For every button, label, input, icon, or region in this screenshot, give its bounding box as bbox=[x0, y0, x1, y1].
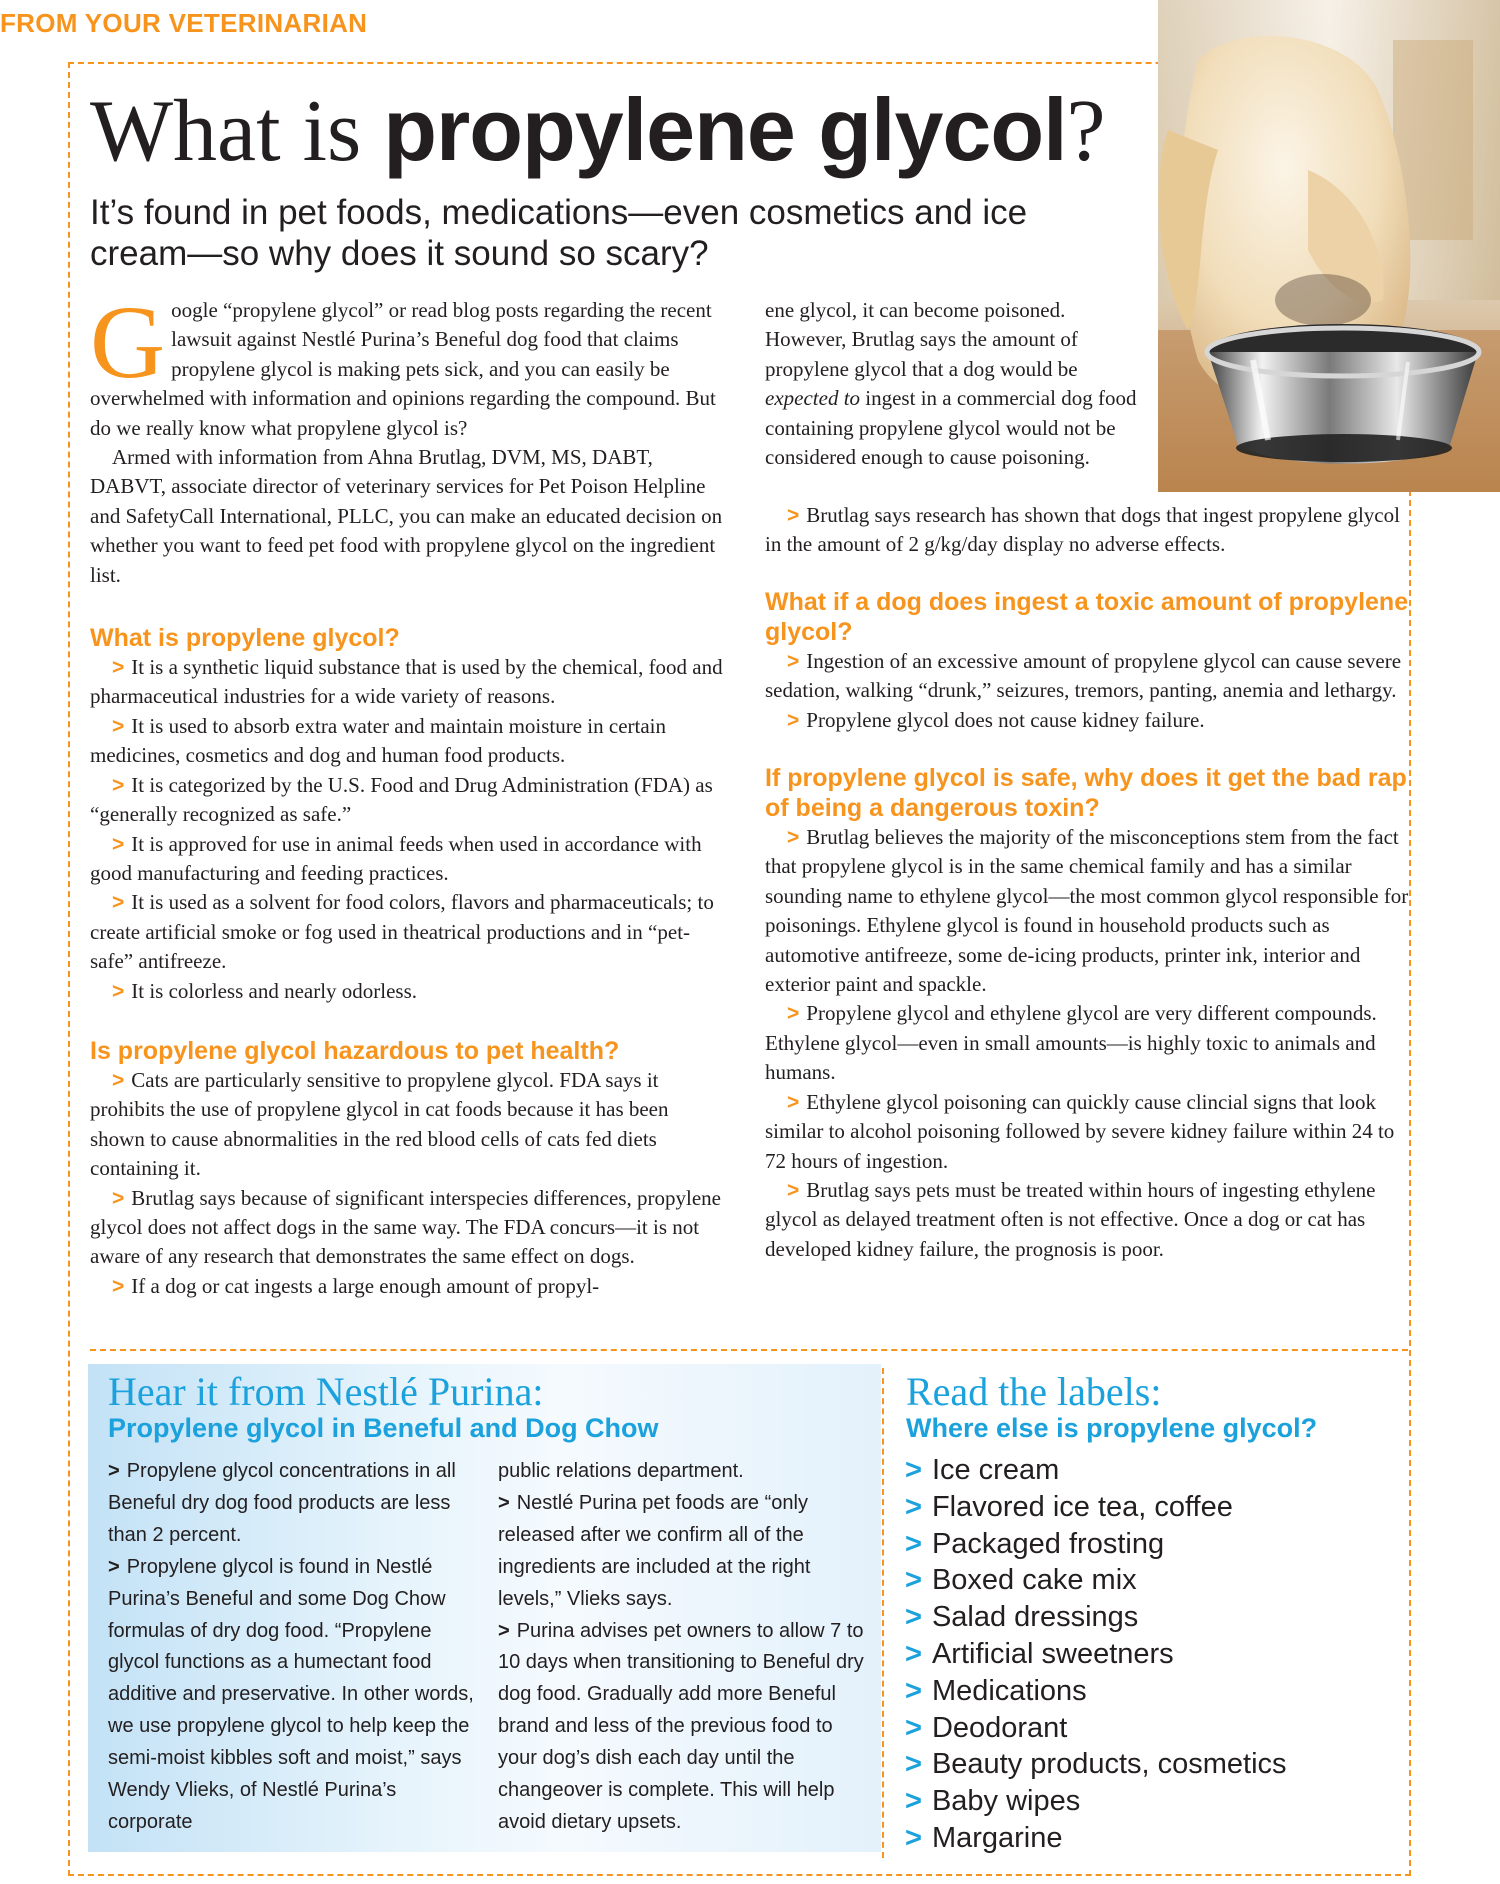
arrow-icon: > bbox=[108, 1460, 120, 1482]
arrow-icon: > bbox=[905, 1748, 922, 1781]
bullet: > It is categorized by the U.S. Food and Drug Administration (FDA) as “generally recognized as safe.” bbox=[90, 772, 713, 827]
bullet: > It is approved for use in animal feeds when used in accordance with good manufacturing and feeding practices. bbox=[90, 831, 702, 885]
intro-paragraph-2: Armed with information from Ahna Brutlag, DVM, MS, DABT, DABVT, associate director of veterinary services for Pet Poison Helpline and SafetyCall International, PLLC, you can make an educated decision on whether you want to feed pet food with propylene glycol on the ingredient list. bbox=[90, 445, 723, 587]
continued-paragraph: ene glycol, it can become poisoned. However, Brutlag says the amount of propylene glycol that a dog would be expected to ingest in a commercial dog food containing propylene glycol would not be considered enough to cause poisoning. bbox=[765, 298, 1137, 470]
right-column-top bbox=[765, 296, 1137, 472]
labels-sidebar-subtitle: Where else is propylene glycol? bbox=[906, 1413, 1318, 1443]
arrow-icon: > bbox=[905, 1527, 922, 1560]
purina-column-2 bbox=[498, 1456, 868, 1839]
arrow-icon: > bbox=[112, 656, 125, 680]
purina-bullet: > Purina advises pet owners to allow 7 to 10 days when transitioning to Beneful dry dog food. Gradually add more Beneful brand and less of the previous food to your dog’s dish each day until the changeover is complete. This will help avoid dietary upsets. bbox=[498, 1619, 864, 1833]
arrow-icon: > bbox=[112, 1274, 125, 1298]
section-heading-what-is: What is propylene glycol? bbox=[90, 624, 400, 653]
puppy-bowl-photo bbox=[1158, 0, 1500, 492]
right-column bbox=[765, 501, 1413, 1264]
arrow-icon: > bbox=[787, 1178, 800, 1202]
sidebar-divider bbox=[882, 1368, 884, 1858]
bullet: > If a dog or cat ingests a large enough amount of propyl- bbox=[112, 1273, 600, 1298]
arrow-icon: > bbox=[112, 773, 125, 797]
intro-paragraph bbox=[90, 285, 728, 443]
section-divider bbox=[90, 1349, 1408, 1351]
arrow-icon: > bbox=[905, 1490, 922, 1523]
bullet: > It is used as a solvent for food colors, flavors and pharmaceuticals; to create artificial smoke or fog used in theatrical productions and in “pet-safe” antifreeze. bbox=[90, 890, 714, 974]
purina-continued: public relations department. bbox=[498, 1460, 744, 1482]
intro-text: oogle “propylene glycol” or read blog posts regarding the recent lawsuit against Nestlé Purina’s Beneful dog food that claims propylene glycol is making pets sick, and you can easily be overwhelmed with information and opinions regarding the compound. But do we really know what propylene glycol is? bbox=[90, 298, 716, 440]
bullet: > Ethylene glycol poisoning can quickly cause clincial signs that look similar to alcohol poisoning followed by severe kidney failure within 24 to 72 hours of ingestion. bbox=[765, 1089, 1395, 1173]
title-suffix: ? bbox=[1066, 83, 1106, 180]
arrow-icon: > bbox=[905, 1601, 922, 1634]
labels-sidebar-title: Read the labels: bbox=[906, 1369, 1162, 1414]
bullet: > Brutlag says because of significant interspecies differences, propylene glycol does not affect dogs in the same way. The FDA concurs—it is not aware of any research that demonstrates the same effect on dogs. bbox=[90, 1185, 721, 1269]
arrow-icon: > bbox=[905, 1674, 922, 1707]
arrow-icon: > bbox=[787, 649, 800, 673]
purina-bullet: > Nestlé Purina pet foods are “only released after we confirm all of the ingredients are included at the right levels,” Vlieks says. bbox=[498, 1491, 811, 1610]
labels-list bbox=[905, 1452, 1287, 1857]
bullet: > Brutlag says pets must be treated within hours of ingesting ethylene glycol as delayed treatment often is not effective. Once a dog or cat has developed kidney failure, the prognosis is poor. bbox=[765, 1177, 1376, 1261]
section-heading-bad-rap: If propylene glycol is safe, why does it get the bad rap of being a dangerous toxin? bbox=[765, 764, 1407, 823]
arrow-icon: > bbox=[112, 1068, 125, 1092]
list-item: > Salad dressings bbox=[905, 1601, 1139, 1634]
arrow-icon: > bbox=[112, 979, 125, 1003]
bullet: > It is colorless and nearly odorless. bbox=[112, 978, 418, 1003]
arrow-icon: > bbox=[498, 1619, 510, 1642]
arrow-icon: > bbox=[112, 832, 125, 856]
arrow-icon: > bbox=[905, 1637, 922, 1670]
list-item: > Margarine bbox=[905, 1821, 1063, 1854]
arrow-icon: > bbox=[498, 1491, 510, 1514]
arrow-icon: > bbox=[112, 1186, 125, 1210]
bullet: > Cats are particularly sensitive to propylene glycol. FDA says it prohibits the use of propylene glycol in cat foods because it has been shown to cause abnormalities in the red blood cells of cats fed diets containing it. bbox=[90, 1067, 669, 1181]
arrow-icon: > bbox=[787, 504, 800, 527]
list-item: > Medications bbox=[905, 1674, 1087, 1707]
list-item: > Packaged frosting bbox=[905, 1527, 1165, 1560]
section-heading-hazardous: Is propylene glycol hazardous to pet health? bbox=[90, 1036, 620, 1065]
list-item: > Boxed cake mix bbox=[905, 1564, 1137, 1597]
arrow-icon: > bbox=[905, 1711, 922, 1744]
arrow-icon: > bbox=[905, 1454, 922, 1486]
purina-sidebar-title: Hear it from Nestlé Purina: bbox=[108, 1369, 544, 1414]
list-item: > Deodorant bbox=[905, 1711, 1068, 1744]
purina-column-1 bbox=[108, 1456, 480, 1839]
arrow-icon: > bbox=[905, 1785, 922, 1818]
bullet: > It is a synthetic liquid substance that is used by the chemical, food and pharmaceutical industries for a wide variety of reasons. bbox=[90, 655, 723, 709]
bullet: > Brutlag says research has shown that dogs that ingest propylene glycol in the amount of 2 g/kg/day display no adverse effects. bbox=[765, 503, 1400, 557]
purina-sidebar-subtitle: Propylene glycol in Beneful and Dog Chow bbox=[108, 1413, 659, 1443]
arrow-icon: > bbox=[787, 708, 800, 732]
arrow-icon: > bbox=[787, 1002, 800, 1026]
bullet: > Propylene glycol does not cause kidney failure. bbox=[787, 707, 1205, 732]
bullet: > It is used to absorb extra water and maintain moisture in certain medicines, cosmetics and dog and human food products. bbox=[90, 713, 667, 768]
arrow-icon: > bbox=[905, 1821, 922, 1854]
arrow-icon: > bbox=[112, 891, 125, 915]
purina-bullet: > Propylene glycol is found in Nestlé Purina’s Beneful and some Dog Chow formulas of dry dog food. “Propylene glycol functions as a humectant food additive and preservative. In other words, we use propylene glycol to help keep the semi-moist kibbles soft and moist,” says Wendy Vlieks, of Nestlé Purina’s corporate bbox=[108, 1555, 474, 1833]
section-kicker: FROM YOUR VETERINARIAN bbox=[0, 8, 368, 38]
left-column bbox=[90, 285, 728, 1301]
arrow-icon: > bbox=[905, 1564, 922, 1597]
article-title bbox=[90, 80, 1106, 180]
list-item: > Flavored ice tea, coffee bbox=[905, 1490, 1233, 1523]
article-deck: It’s found in pet foods, medications—even cosmetics and ice cream—so why does it sound so scary? bbox=[90, 193, 1028, 273]
list-item: > Beauty products, cosmetics bbox=[905, 1748, 1287, 1781]
arrow-icon: > bbox=[112, 714, 125, 738]
title-prefix: What is bbox=[90, 83, 384, 180]
title-bold: propylene glycol bbox=[383, 80, 1067, 179]
list-item: > Artificial sweetners bbox=[905, 1637, 1174, 1670]
list-item: > Ice cream bbox=[905, 1454, 1060, 1486]
list-item: > Baby wipes bbox=[905, 1785, 1081, 1818]
section-heading-toxic-amount: What if a dog does ingest a toxic amount of propylene glycol? bbox=[765, 587, 1409, 646]
purina-bullet: > Propylene glycol concentrations in all Beneful dry dog food products are less than 2 percent. bbox=[108, 1460, 456, 1546]
drop-cap: G bbox=[90, 285, 166, 400]
arrow-icon: > bbox=[787, 826, 800, 850]
bullet: > Propylene glycol and ethylene glycol are very different compounds. Ethylene glycol—even in small amounts—is highly toxic to animals and humans. bbox=[765, 1001, 1377, 1085]
bullet: > Ingestion of an excessive amount of propylene glycol can cause severe sedation, walking “drunk,” seizures, tremors, panting, anemia and lethargy. bbox=[765, 648, 1402, 703]
arrow-icon: > bbox=[108, 1555, 120, 1578]
bullet: > Brutlag believes the majority of the misconceptions stem from the fact that propylene glycol is in the same chemical family and has a similar sounding name to ethylene glycol—the most common glycol responsible for poisonings. Ethylene glycol is found in household products such as automotive antifreeze, some de-icing products, printer ink, interior and exterior paint and spackle. bbox=[765, 825, 1409, 997]
arrow-icon: > bbox=[787, 1090, 800, 1114]
